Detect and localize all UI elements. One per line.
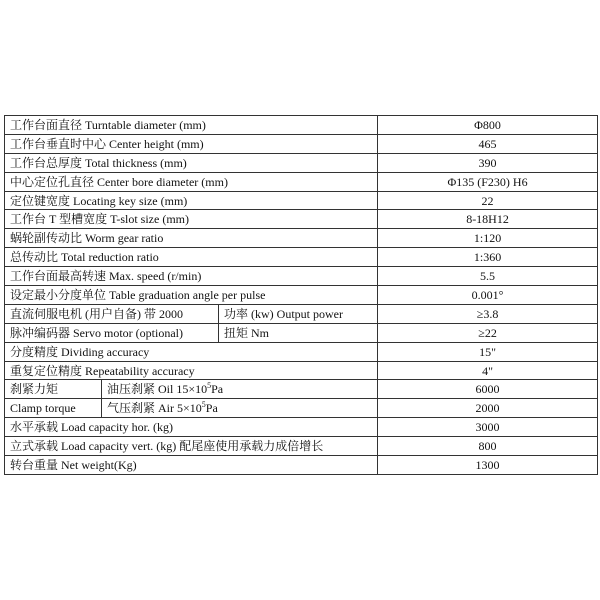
table-row	[5, 456, 598, 475]
spec-label: 蜗轮副传动比 Worm gear ratio	[5, 229, 378, 248]
spec-label: 工作台垂直时中心 Center height (mm)	[5, 134, 378, 153]
table-row	[5, 229, 598, 248]
spec-label: 中心定位孔直径 Center bore diameter (mm)	[5, 172, 378, 191]
spec-value: 1:120	[378, 229, 598, 248]
motor-label-line-1: 直流伺服电机 (用户自备) 带 2000	[5, 304, 219, 323]
motor-power-label: 功率 (kw) Output power	[219, 304, 378, 323]
table-row	[5, 418, 598, 437]
spec-value: 1300	[378, 456, 598, 475]
spec-value: Φ135 (F230) H6	[378, 172, 598, 191]
spec-label: 水平承载 Load capacity hor. (kg)	[5, 418, 378, 437]
spec-label: 定位键宽度 Locating key size (mm)	[5, 191, 378, 210]
spec-value: 15"	[378, 342, 598, 361]
table-row-clamp-air	[5, 399, 598, 418]
motor-label-line-2: 脉冲编码器 Servo motor (optional)	[5, 323, 219, 342]
table-row	[5, 248, 598, 267]
spec-value: 1:360	[378, 248, 598, 267]
clamp-air-label: 气压刹紧 Air $5\times 10^5Pa$	[102, 399, 378, 418]
table-row-motor-power	[5, 304, 598, 323]
table-row	[5, 172, 598, 191]
spec-label: 工作台总厚度 Total thickness (mm)	[5, 153, 378, 172]
spec-table	[4, 115, 598, 475]
clamp-oil-label: 油压刹紧 Oil $15\times 10^5Pa$	[102, 380, 378, 399]
spec-value: Φ800	[378, 116, 598, 135]
table-row-clamp-oil	[5, 380, 598, 399]
table-row	[5, 191, 598, 210]
spec-label: 重复定位精度 Repeatability accuracy	[5, 361, 378, 380]
spec-label: 设定最小分度单位 Table graduation angle per pulse	[5, 286, 378, 305]
motor-torque-value: ≥22	[378, 323, 598, 342]
spec-value: 3000	[378, 418, 598, 437]
spec-value: 465	[378, 134, 598, 153]
spec-value: 800	[378, 437, 598, 456]
spec-value: 8-18H12	[378, 210, 598, 229]
motor-power-value: ≥3.8	[378, 304, 598, 323]
spec-value: 5.5	[378, 267, 598, 286]
table-row	[5, 437, 598, 456]
clamp-oil-value: 6000	[378, 380, 598, 399]
spec-label: 立式承载 Load capacity vert. (kg) 配尾座使用承载力成倍增长	[5, 437, 378, 456]
table-row-motor-torque	[5, 323, 598, 342]
spec-value: 0.001°	[378, 286, 598, 305]
clamp-label-cn: 刹紧力矩	[5, 380, 102, 399]
spec-label: 工作台面最高转速 Max. speed (r/min)	[5, 267, 378, 286]
motor-torque-label: 扭矩 Nm	[219, 323, 378, 342]
table-row	[5, 342, 598, 361]
spec-label: 转台重量 Net weight(Kg)	[5, 456, 378, 475]
table-row	[5, 210, 598, 229]
spec-label: 分度精度 Dividing accuracy	[5, 342, 378, 361]
spec-value: 390	[378, 153, 598, 172]
spec-label: 总传动比 Total reduction ratio	[5, 248, 378, 267]
table-row	[5, 134, 598, 153]
table-row	[5, 267, 598, 286]
spec-label: 工作台 T 型槽宽度 T-slot size (mm)	[5, 210, 378, 229]
clamp-label-en: Clamp torque	[5, 399, 102, 418]
table-row	[5, 286, 598, 305]
table-row	[5, 116, 598, 135]
table-row	[5, 153, 598, 172]
clamp-air-value: 2000	[378, 399, 598, 418]
spec-label: 工作台面直径 Turntable diameter (mm)	[5, 116, 378, 135]
spec-value: 4"	[378, 361, 598, 380]
table-row	[5, 361, 598, 380]
spec-value: 22	[378, 191, 598, 210]
